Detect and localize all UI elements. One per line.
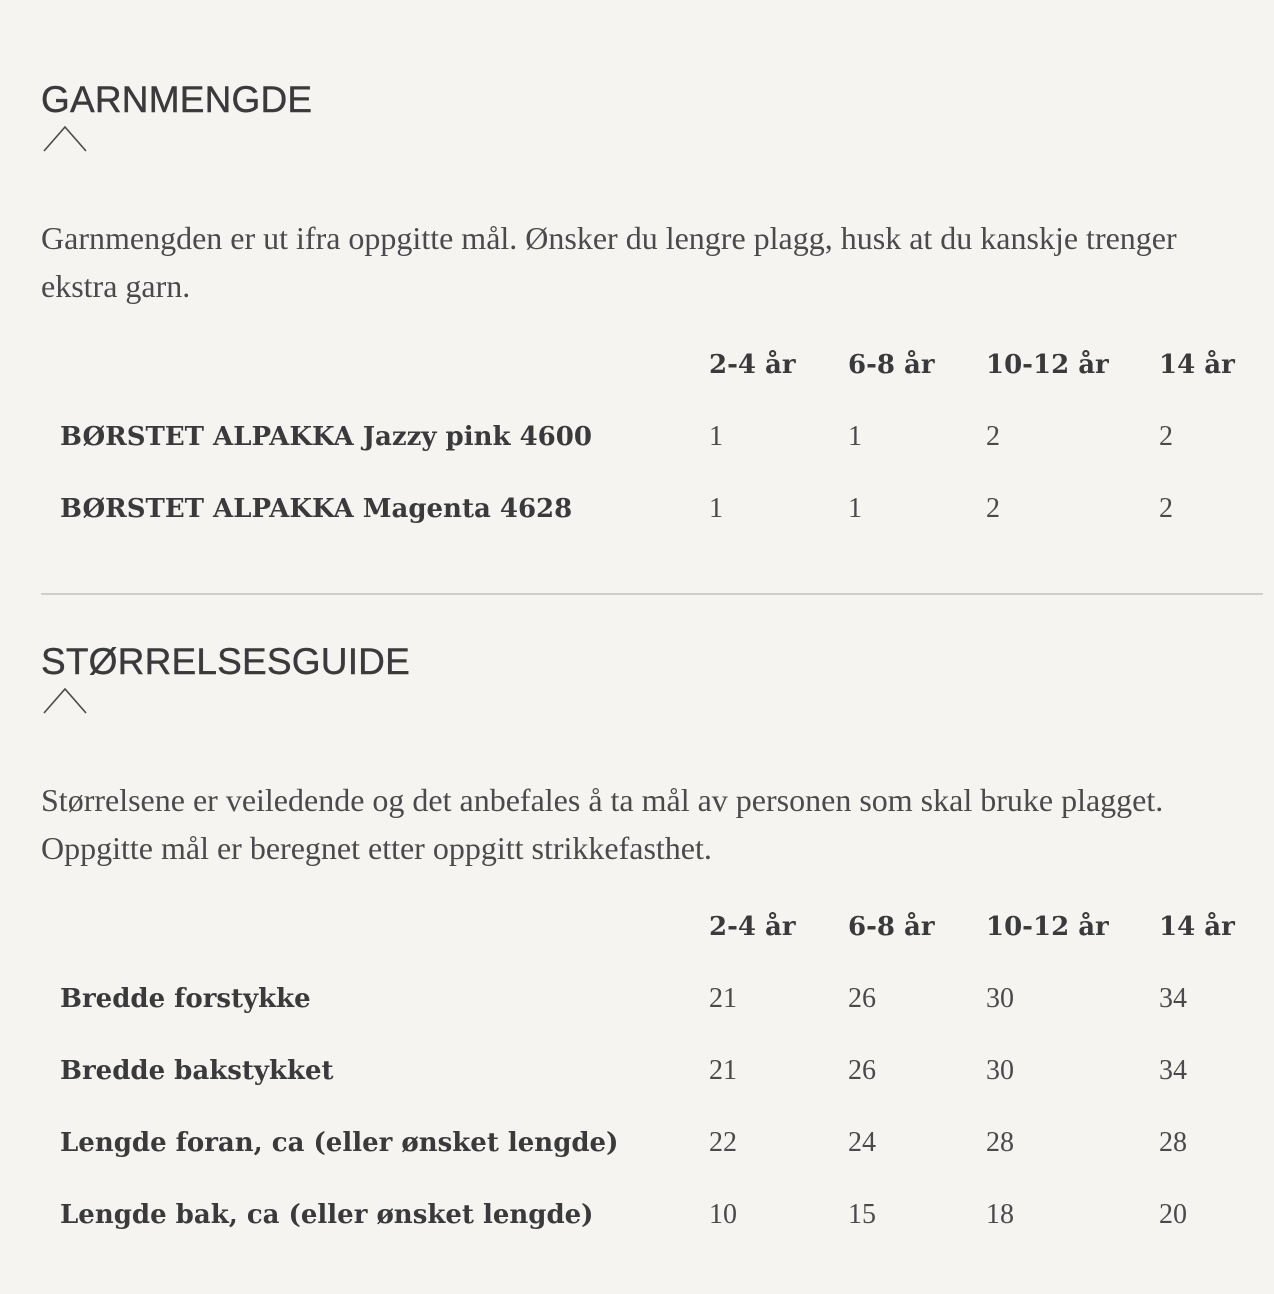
- table-row: [41, 979, 1263, 1019]
- table-cell: 30: [986, 1055, 1014, 1086]
- table-cell: 20: [1159, 1199, 1187, 1230]
- table-cell: 34: [1159, 1055, 1187, 1086]
- size-header: 6-8 år: [848, 912, 935, 942]
- table-cell: 1: [848, 421, 862, 452]
- chevron-up-icon[interactable]: [43, 687, 87, 715]
- yarn-section-title[interactable]: GARNMENGDE: [41, 79, 313, 120]
- table-cell: 21: [709, 983, 737, 1014]
- table-row: [41, 1195, 1263, 1235]
- size-header: 6-8 år: [848, 350, 935, 380]
- size-header: 10-12 år: [986, 350, 1109, 380]
- measurement-label: Bredde bakstykket: [60, 1056, 334, 1086]
- table-cell: 28: [986, 1127, 1014, 1158]
- table-cell: 15: [848, 1199, 876, 1230]
- size-header: 2-4 år: [709, 912, 796, 942]
- table-cell: 18: [986, 1199, 1014, 1230]
- table-row: [41, 417, 1263, 457]
- size-guide-intro-text: Størrelsene er veiledende og det anbefales å ta mål av personen som skal bruke plagget. Oppgitte mål er beregnet etter oppgitt strikkefasthet.: [41, 782, 1164, 866]
- size-header: 2-4 år: [709, 350, 796, 380]
- size-guide-section: [41, 640, 1263, 1230]
- size-header: 10-12 år: [986, 912, 1109, 942]
- table-row: [41, 1123, 1263, 1163]
- section-divider: [41, 593, 1263, 595]
- yarn-name: BØRSTET ALPAKKA Jazzy pink 4600: [60, 422, 592, 452]
- table-cell: 1: [709, 493, 723, 524]
- yarn-intro-text: Garnmengden er ut ifra oppgitte mål. Ønsker du lengre plagg, husk at du kanskje trenger ekstra garn.: [41, 220, 1177, 304]
- measurement-label: Lengde foran, ca (eller ønsket lengde): [60, 1128, 619, 1158]
- table-cell: 34: [1159, 983, 1187, 1014]
- table-cell: 26: [848, 1055, 876, 1086]
- table-cell: 24: [848, 1127, 876, 1158]
- size-guide-section-title[interactable]: STØRRELSESGUIDE: [41, 641, 410, 682]
- measurement-label: Lengde bak, ca (eller ønsket lengde): [60, 1200, 594, 1230]
- table-header-row: [41, 345, 1263, 385]
- table-cell: 2: [1159, 421, 1173, 452]
- size-header: 14 år: [1159, 350, 1235, 380]
- table-cell: 2: [986, 421, 1000, 452]
- measurement-label: Bredde forstykke: [60, 984, 311, 1014]
- yarn-name: BØRSTET ALPAKKA Magenta 4628: [60, 494, 573, 524]
- table-cell: 10: [709, 1199, 737, 1230]
- table-cell: 28: [1159, 1127, 1187, 1158]
- table-cell: 30: [986, 983, 1014, 1014]
- table-cell: 1: [848, 493, 862, 524]
- yarn-section: [41, 78, 1263, 524]
- table-row: [41, 489, 1263, 529]
- table-header-row: [41, 907, 1263, 947]
- table-cell: 1: [709, 421, 723, 452]
- table-cell: 21: [709, 1055, 737, 1086]
- table-cell: 22: [709, 1127, 737, 1158]
- chevron-up-icon[interactable]: [43, 125, 87, 153]
- table-cell: 26: [848, 983, 876, 1014]
- table-cell: 2: [986, 493, 1000, 524]
- table-cell: 2: [1159, 493, 1173, 524]
- size-header: 14 år: [1159, 912, 1235, 942]
- table-row: [41, 1051, 1263, 1091]
